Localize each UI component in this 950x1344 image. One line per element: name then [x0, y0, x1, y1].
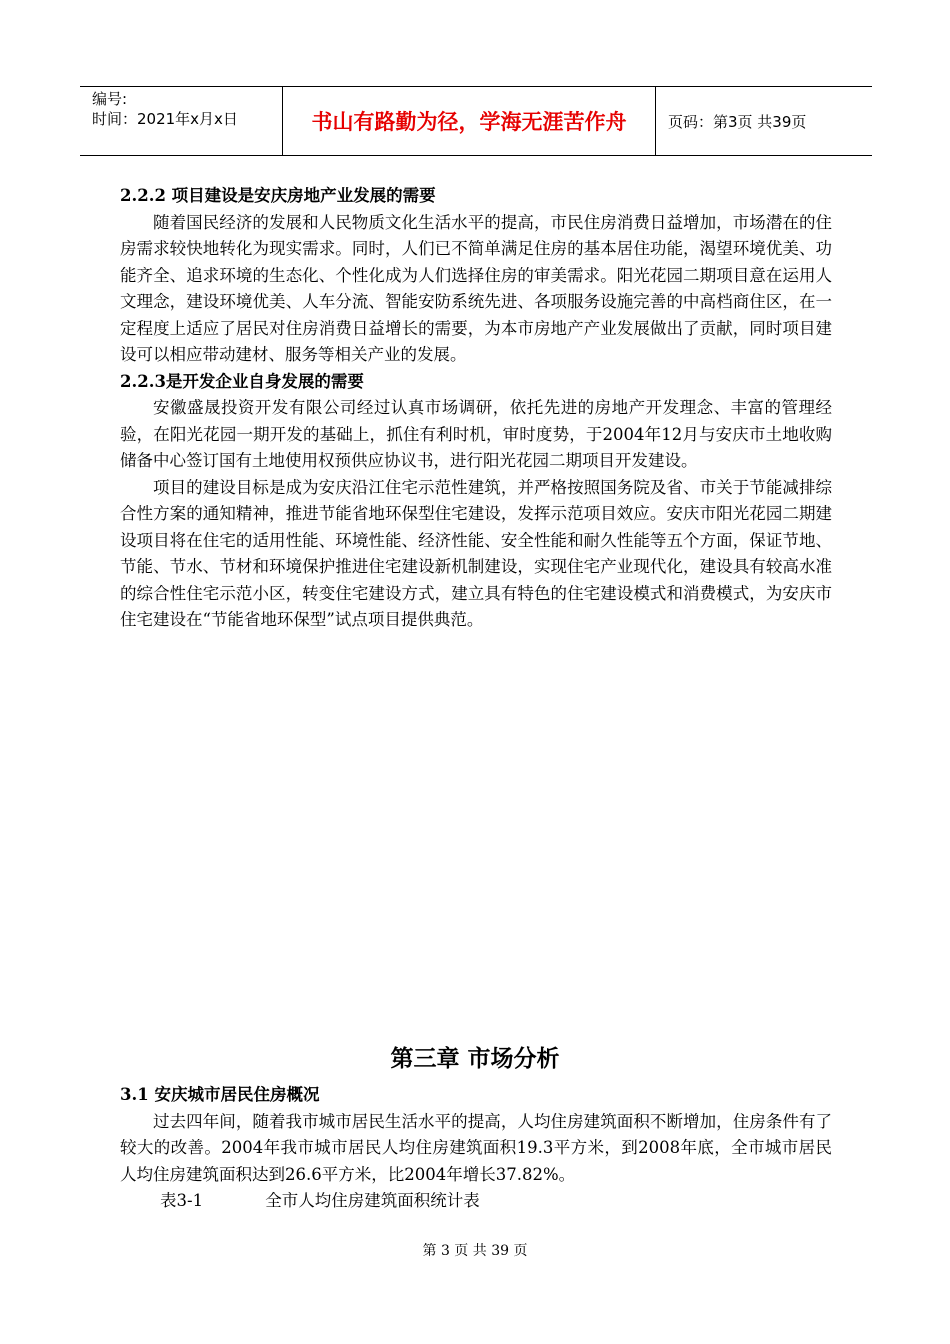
- header-page-code: 页码：第3页 共39页: [668, 112, 807, 131]
- chapter-title: 第三章 市场分析: [390, 1046, 560, 1072]
- paragraph: 随着国民经济的发展和人民物质文化生活水平的提高，市民住房消费日益增加，市场潜在的住房需求较快地转化为现实需求。同时，人们已不简单满足住房的基本居住功能，渴望环境优美、功能齐全、追求环境的生态化、个性化成为人们选择住房的审美需求。阳光花园二期项目意在运用人文理念，建设环境优美、人车分流、智能安防系统先进、各项服务设施完善的中高档商住区，在一定程度上适应了居民对住房消费日益增长的需要，为本市房地产产业发展做出了贡献，同时项目建设可以相应带动建材、服务等相关产业的发展。: [120, 212, 832, 364]
- table-caption-text: 全市人均住房建筑面积统计表: [265, 1191, 480, 1210]
- body-content: [120, 183, 832, 634]
- header-meta: [80, 87, 283, 155]
- time-label: 时间：2021年x月x日: [92, 110, 238, 128]
- page-header: [80, 86, 872, 156]
- paragraph: 过去四年间，随着我市城市居民生活水平的提高，人均住房建筑面积不断增加，住房条件有了较大的改善。2004年我市城市居民人均住房建筑面积19.3平方米，到2008年底，全市城市居民人均住房建筑面积达到26.6平方米，比2004年增长37.82%。: [120, 1111, 832, 1184]
- section-heading-2-2-3: 2.2.3是开发企业自身发展的需要: [120, 371, 364, 391]
- table-caption: [120, 1188, 832, 1215]
- number-label: 编号:: [92, 90, 128, 108]
- chapter-content: [120, 1082, 832, 1215]
- paragraph: 项目的建设目标是成为安庆沿江住宅示范性建筑，并严格按照国务院及省、市关于节能减排综合性方案的通知精神，推进节能省地环保型住宅建设，发挥示范项目效应。安庆市阳光花园二期建设项目将在住宅的适用性能、环境性能、经济性能、安全性能和耐久性能等五个方面，保证节地、节能、节水、节材和环境保护推进住宅建设新机制建设，实现住宅产业现代化，建设具有较高水准的综合性住宅示范小区，转变住宅建设方式，建立具有特色的住宅建设模式和消费模式，为安庆市住宅建设在“节能省地环保型”试点项目提供典范。: [120, 477, 832, 629]
- page-footer: 第 3 页 共 39 页: [422, 1243, 528, 1259]
- section-heading-2-2-2: 2.2.2 项目建设是安庆房地产业发展的需要: [120, 186, 436, 205]
- section-heading-3-1: 3.1 安庆城市居民住房概况: [120, 1085, 320, 1104]
- header-motto: 书山有路勤为径，学海无涯苦作舟: [283, 87, 656, 155]
- table-caption-label: 表3-1: [160, 1191, 204, 1210]
- paragraph: 安徽盛晟投资开发有限公司经过认真市场调研，依托先进的房地产开发理念、丰富的管理经验，在阳光花园一期开发的基础上，抓住有利时机，审时度势，于2004年12月与安庆市土地收购储备中心签订国有土地使用权预供应协议书，进行阳光花园二期项目开发建设。: [120, 398, 832, 470]
